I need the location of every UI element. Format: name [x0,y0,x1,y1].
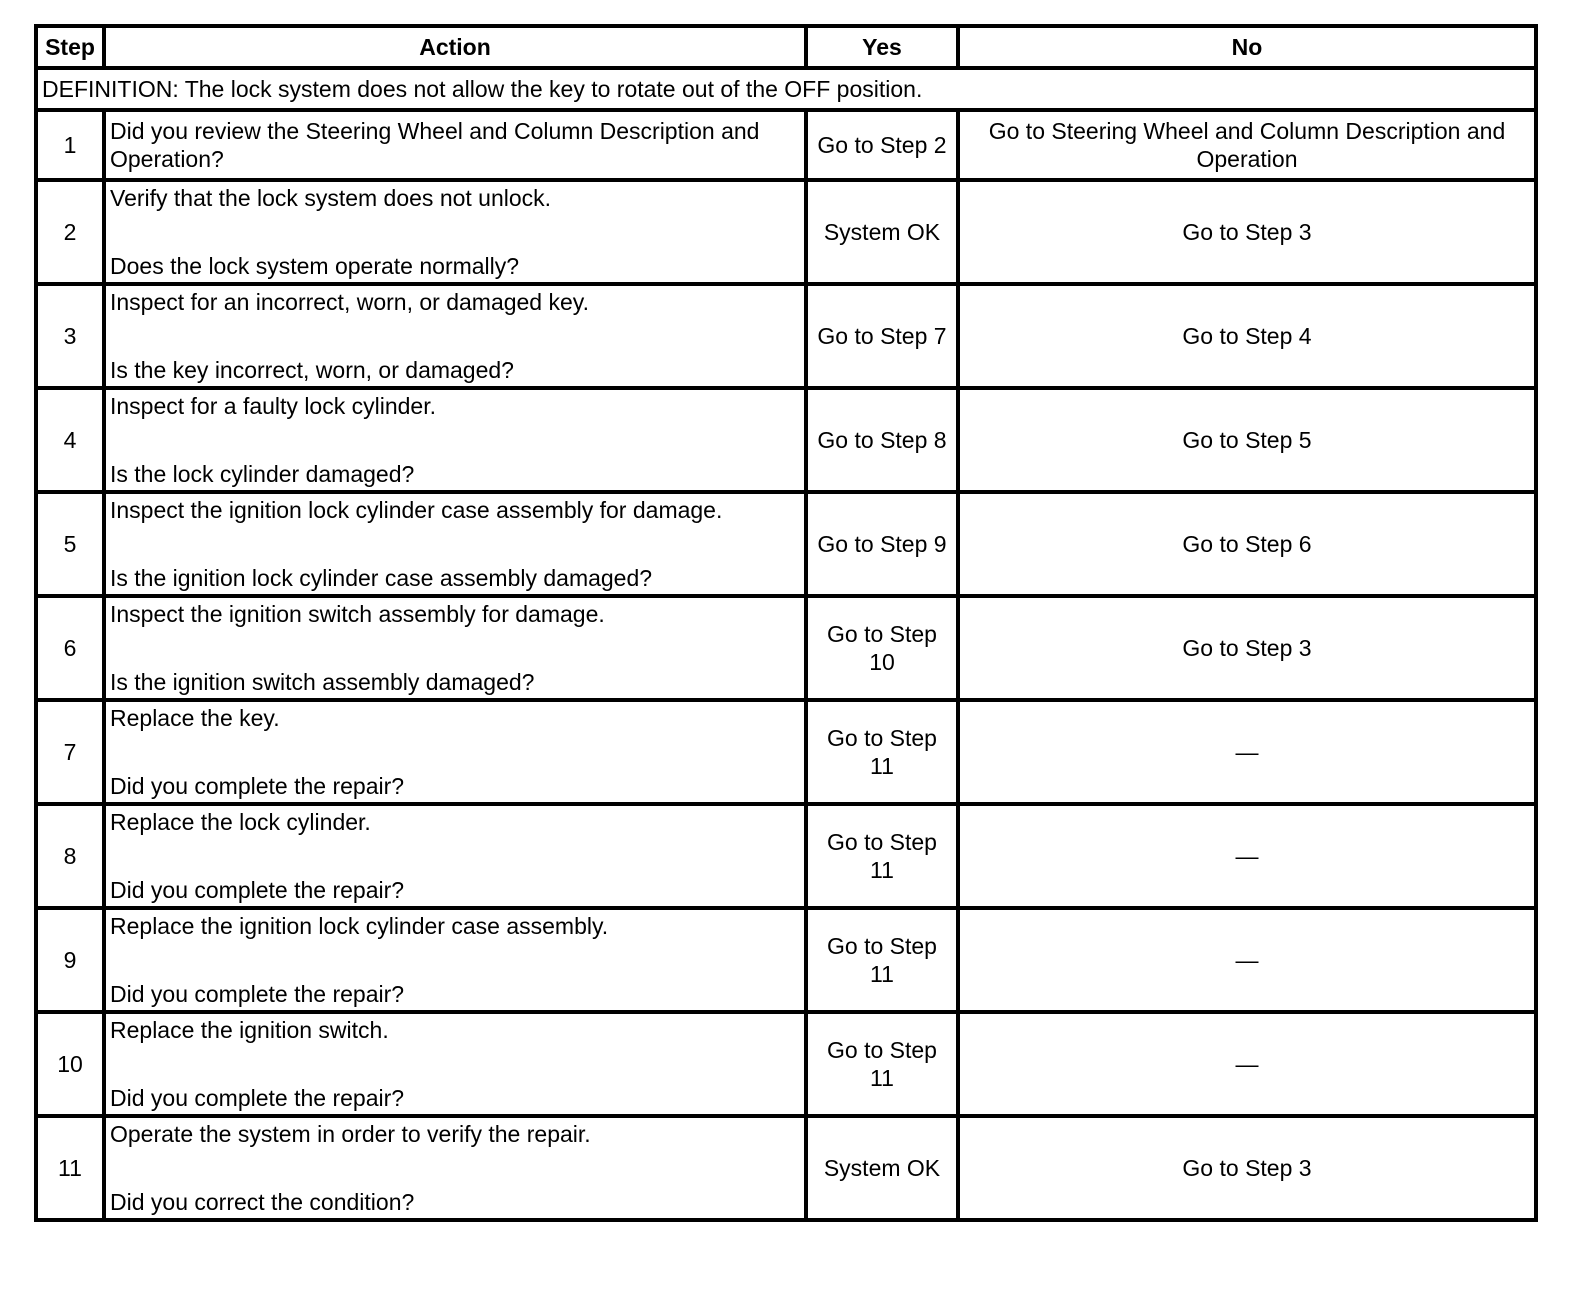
step-number: 8 [36,804,104,908]
yes-cell: Go to Step 11 [806,908,958,1012]
no-cell: Go to Step 3 [958,596,1536,700]
no-cell: Go to Step 3 [958,1116,1536,1220]
action-instruction: Replace the lock cylinder. [110,809,371,835]
action-instruction: Operate the system in order to verify the repair. [110,1121,591,1147]
table-row [36,492,1536,596]
action-instruction: Replace the ignition switch. [110,1017,389,1043]
action-instruction: Inspect for an incorrect, worn, or damaged key. [110,289,589,315]
table-row [36,804,1536,908]
table-row [36,596,1536,700]
header-action: Action [104,26,806,68]
action-question: Does the lock system operate normally? [110,253,520,279]
no-cell: Go to Step 6 [958,492,1536,596]
yes-cell: Go to Step 7 [806,284,958,388]
action-instruction: Inspect the ignition lock cylinder case assembly for damage. [110,497,723,523]
yes-cell: Go to Step 8 [806,388,958,492]
action-instruction: Verify that the lock system does not unlock. [110,185,552,211]
action-instruction: Replace the key. [110,705,280,731]
diagnostic-table [34,24,1538,1222]
action-instruction: Inspect the ignition switch assembly for damage. [110,601,605,627]
yes-cell: Go to Step 11 [806,700,958,804]
yes-cell: Go to Step 11 [806,1012,958,1116]
action-cell [104,492,806,596]
action-cell [104,1116,806,1220]
action-cell [104,388,806,492]
no-cell: — [958,1012,1536,1116]
yes-cell: System OK [806,180,958,284]
action-question: Is the lock cylinder damaged? [110,461,415,487]
yes-cell: Go to Step 11 [806,804,958,908]
action-question: Did you complete the repair? [110,981,405,1007]
action-cell [104,180,806,284]
table-row [36,388,1536,492]
header-no: No [958,26,1536,68]
no-cell: — [958,700,1536,804]
definition-text: DEFINITION: The lock system does not allow the key to rotate out of the OFF position. [36,68,1536,110]
action-question: Did you complete the repair? [110,1085,405,1111]
header-yes: Yes [806,26,958,68]
action-cell [104,110,806,180]
step-number: 2 [36,180,104,284]
table-row [36,908,1536,1012]
action-question: Did you complete the repair? [110,773,405,799]
yes-cell: System OK [806,1116,958,1220]
action-question: Is the key incorrect, worn, or damaged? [110,357,514,383]
table-row [36,1012,1536,1116]
action-question: Did you review the Steering Wheel and Column Description and Operation? [110,118,760,172]
no-cell: Go to Step 4 [958,284,1536,388]
no-cell: Go to Step 3 [958,180,1536,284]
action-cell [104,596,806,700]
step-number: 4 [36,388,104,492]
action-question: Did you complete the repair? [110,877,405,903]
action-instruction: Replace the ignition lock cylinder case assembly. [110,913,609,939]
table-row [36,1116,1536,1220]
table-row [36,110,1536,180]
action-cell [104,700,806,804]
no-cell: Go to Steering Wheel and Column Description and Operation [958,110,1536,180]
header-row [36,26,1536,68]
no-cell: — [958,908,1536,1012]
step-number: 6 [36,596,104,700]
step-number: 11 [36,1116,104,1220]
action-instruction: Inspect for a faulty lock cylinder. [110,393,436,419]
yes-cell: Go to Step 10 [806,596,958,700]
step-number: 7 [36,700,104,804]
step-number: 3 [36,284,104,388]
step-number: 5 [36,492,104,596]
table-row [36,700,1536,804]
action-cell [104,908,806,1012]
action-question: Is the ignition lock cylinder case assembly damaged? [110,565,653,591]
action-cell [104,1012,806,1116]
yes-cell: Go to Step 9 [806,492,958,596]
step-number: 10 [36,1012,104,1116]
header-step: Step [36,26,104,68]
action-question: Is the ignition switch assembly damaged? [110,669,535,695]
no-cell: Go to Step 5 [958,388,1536,492]
table-row [36,284,1536,388]
table-row [36,180,1536,284]
action-cell [104,284,806,388]
step-number: 1 [36,110,104,180]
action-cell [104,804,806,908]
action-question: Did you correct the condition? [110,1189,415,1215]
yes-cell: Go to Step 2 [806,110,958,180]
no-cell: — [958,804,1536,908]
step-number: 9 [36,908,104,1012]
definition-row [36,68,1536,110]
